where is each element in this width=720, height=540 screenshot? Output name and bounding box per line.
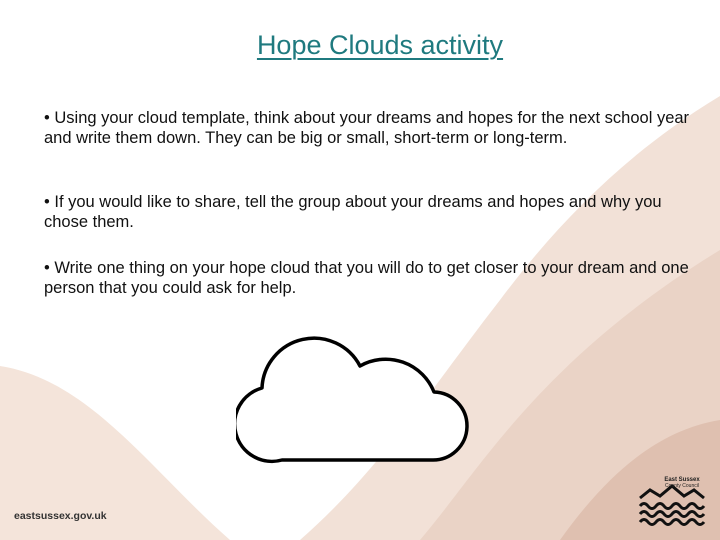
bullet-3: • Write one thing on your hope cloud that you will do to get closer to your dream and one person that you could ask for help. [44,259,689,297]
bullet-1: • Using your cloud template, think about your dreams and hopes for the next school year and write them down. They can be big or small, short-term or long-term. [44,109,690,147]
cloud-icon [236,332,472,464]
slide-title: Hope Clouds activity [256,30,504,60]
council-name-line1: East Sussex [664,477,700,483]
council-name-line2: County Council [665,483,699,489]
website-logo[interactable]: eastsussex.gov.uk [14,510,107,522]
bullet-2: • If you would like to share, tell the group about your dreams and hopes and why you chose them. [44,193,662,231]
